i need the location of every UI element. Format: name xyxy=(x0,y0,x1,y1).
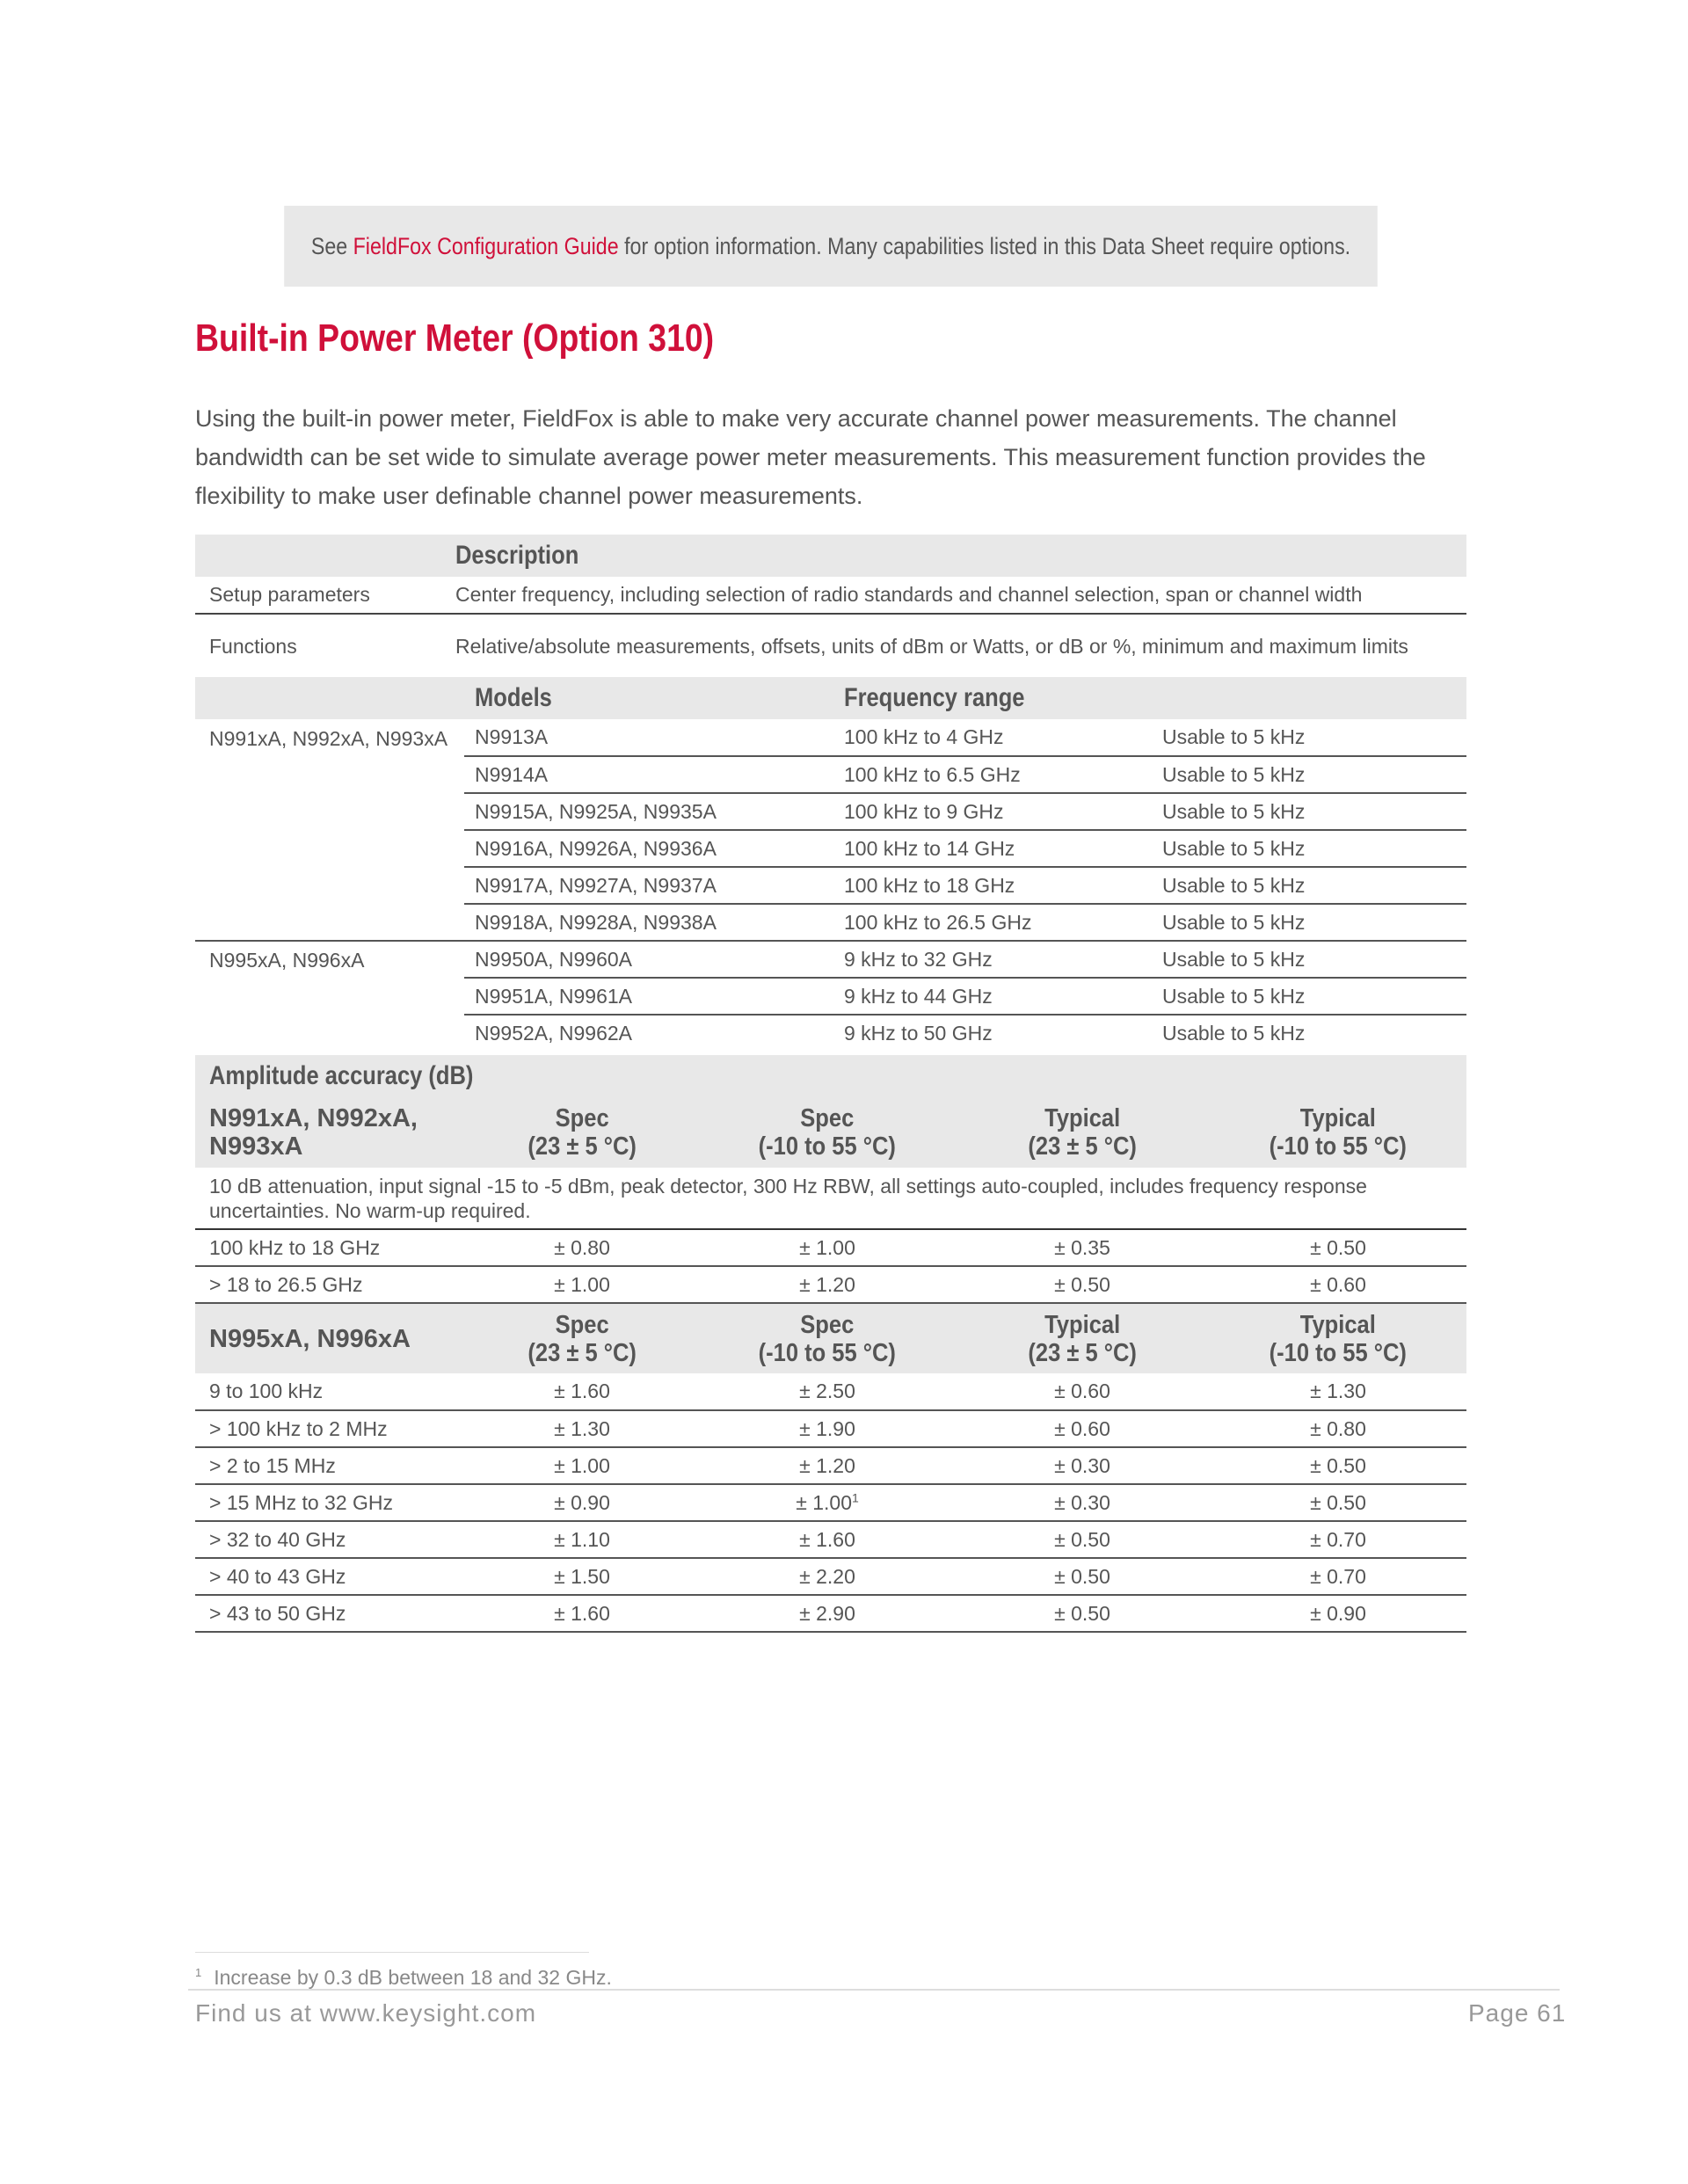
value-cell: ± 2.50 xyxy=(700,1373,955,1410)
model-family: N995xA, N996xA xyxy=(209,949,365,972)
value-cell: ± 1.50 xyxy=(464,1558,700,1595)
value-cell: ± 0.50 xyxy=(955,1521,1210,1558)
value-cell: ± 1.60 xyxy=(464,1595,700,1632)
value-cell: ± 0.70 xyxy=(1210,1521,1466,1558)
table-row xyxy=(195,941,1466,978)
value-cell: ± 0.50 xyxy=(955,1558,1210,1595)
usable-range: Usable to 5 kHz xyxy=(1162,1022,1306,1045)
page-number: Page 61 xyxy=(1468,1999,1567,2027)
value-cell: ± $1.00^1$ xyxy=(700,1484,955,1521)
value-cell: ± 1.00 xyxy=(464,1266,700,1303)
row-value: Relative/absolute measurements, offsets, units of dBm or Watts, or dB or %, minimum and maximum limits xyxy=(455,634,1408,658)
row-value: Center frequency, including selection of radio standards and channel selection, span or channel width xyxy=(441,577,1466,614)
model-name: N9951A, N9961A xyxy=(464,978,830,1015)
models-header-row xyxy=(195,677,1466,719)
table-row xyxy=(195,1266,1466,1303)
model-name: N9917A, N9927A, N9937A xyxy=(464,867,830,904)
value-cell: ± 0.60 xyxy=(955,1410,1210,1447)
range-label: > 32 to 40 GHz xyxy=(195,1521,464,1558)
usable-range: Usable to 5 kHz xyxy=(1148,904,1466,941)
options-banner xyxy=(284,206,1378,287)
value-cell: ± 0.30 xyxy=(955,1447,1210,1484)
model-name: N9916A, N9926A, N9936A xyxy=(464,830,830,867)
value-cell: ± 0.35 xyxy=(955,1229,1210,1266)
value-cell: ± 0.80 xyxy=(1210,1410,1466,1447)
range-label: 9 to 100 kHz xyxy=(195,1373,464,1410)
banner-prefix: See xyxy=(310,232,353,259)
range-label: > 100 kHz to 2 MHz xyxy=(195,1410,464,1447)
column-header: Typical (-10 to 55 °C) xyxy=(1210,1303,1466,1373)
footer-divider xyxy=(188,1989,1560,1991)
description-table xyxy=(195,535,1466,677)
value-cell: ± 0.70 xyxy=(1210,1558,1466,1595)
footnote-text: Increase by 0.3 dB between 18 and 32 GHz. xyxy=(214,1966,612,1989)
models-table xyxy=(195,677,1466,1052)
usable-range: Usable to 5 kHz xyxy=(1148,941,1466,978)
value-cell: ± 0.50 xyxy=(1210,1229,1466,1266)
frequency-header: Frequency range xyxy=(830,677,1148,719)
usable-range: Usable to 5 kHz xyxy=(1148,867,1466,904)
footnote-ref[interactable]: 1 xyxy=(851,1489,859,1504)
section-title: Built-in Power Meter (Option 310) xyxy=(195,317,715,360)
value-cell: ± 1.30 xyxy=(464,1410,700,1447)
banner-suffix: for option information. Many capabilities listed in this Data Sheet require options. xyxy=(618,232,1351,259)
table-row xyxy=(195,1484,1466,1521)
value-cell: ± 1.20 xyxy=(700,1447,955,1484)
frequency-range: 9 kHz to 44 GHz xyxy=(830,978,1148,1015)
range-label: > 18 to 26.5 GHz xyxy=(195,1266,464,1303)
footer-website-link[interactable]: Find us at www.keysight.com xyxy=(195,1999,537,2027)
value-cell: ± 1.00 xyxy=(464,1447,700,1484)
column-header: Spec (23 ± 5 °C) xyxy=(464,1303,700,1373)
range-label: 100 kHz to 18 GHz xyxy=(195,1229,464,1266)
conditions-note: 10 dB attenuation, input signal -15 to -5 dBm, peak detector, 300 Hz RBW, all settings auto-coupled, includes frequency response uncertainties. No warm-up required. xyxy=(195,1168,1466,1229)
column-header: Typical (23 ± 5 °C) xyxy=(955,1303,1210,1373)
usable-range: Usable to 5 kHz xyxy=(1148,756,1466,793)
frequency-range: 100 kHz to 26.5 GHz xyxy=(830,904,1148,941)
frequency-range: 100 kHz to 4 GHz xyxy=(830,719,1148,756)
frequency-range: 100 kHz to 9 GHz xyxy=(830,793,1148,830)
frequency-range: 100 kHz to 14 GHz xyxy=(830,830,1148,867)
value-cell: ± 1.30 xyxy=(1210,1373,1466,1410)
frequency-range: 100 kHz to 6.5 GHz xyxy=(830,756,1148,793)
table-row xyxy=(195,577,1466,614)
table-row xyxy=(195,1558,1466,1595)
value-cell: ± 0.50 xyxy=(1210,1447,1466,1484)
column-header: Spec (-10 to 55 °C) xyxy=(700,1303,955,1373)
footnote-mark: 1 xyxy=(195,1966,202,1980)
value-cell: ± 1.60 xyxy=(700,1521,955,1558)
frequency-range: 9 kHz to 50 GHz xyxy=(844,1022,993,1045)
model-name: N9952A, N9962A xyxy=(475,1022,633,1045)
model-name: N9914A xyxy=(464,756,830,793)
model-name: N9918A, N9928A, N9938A xyxy=(464,904,830,941)
range-label: > 43 to 50 GHz xyxy=(195,1595,464,1632)
frequency-range: 100 kHz to 18 GHz xyxy=(830,867,1148,904)
model-family: N991xA, N992xA, N993xA xyxy=(195,719,464,941)
model-name: N9915A, N9925A, N9935A xyxy=(464,793,830,830)
value-cell: ± 1.20 xyxy=(700,1266,955,1303)
usable-range: Usable to 5 kHz xyxy=(1148,793,1466,830)
intro-paragraph: Using the built-in power meter, FieldFox is able to make very accurate channel power measurements. The channel bandwidth can be set wide to simulate average power meter measurements. This measurement function provides the flexibility to make user definable channel power measurements. xyxy=(195,405,1426,509)
range-label: > 40 to 43 GHz xyxy=(195,1558,464,1595)
value-cell: ± 2.90 xyxy=(700,1595,955,1632)
table-row xyxy=(195,1410,1466,1447)
range-label: > 2 to 15 MHz xyxy=(195,1447,464,1484)
value-cell: ± 1.00 xyxy=(700,1229,955,1266)
value-cell: ± 1.90 xyxy=(700,1410,955,1447)
configuration-guide-link[interactable]: FieldFox Configuration Guide xyxy=(353,232,619,259)
value-cell: ± 0.50 xyxy=(1210,1484,1466,1521)
amplitude-accuracy-table xyxy=(195,1055,1466,1633)
frequency-range: 9 kHz to 32 GHz xyxy=(830,941,1148,978)
value-cell: ± 0.30 xyxy=(955,1484,1210,1521)
value-cell: ± 0.90 xyxy=(1210,1595,1466,1632)
table-row xyxy=(195,1447,1466,1484)
description-header-row xyxy=(195,535,1466,577)
column-header: Typical (23 ± 5 °C) xyxy=(955,1097,1210,1168)
footnote-divider xyxy=(195,1952,589,1953)
value-cell: ± 0.60 xyxy=(1210,1266,1466,1303)
usable-range: Usable to 5 kHz xyxy=(1148,719,1466,756)
table-row xyxy=(195,1373,1466,1410)
value-cell: ± 0.50 xyxy=(955,1595,1210,1632)
value-cell: ± 0.80 xyxy=(464,1229,700,1266)
table-row xyxy=(195,614,1466,677)
group-family: N995xA, N996xA xyxy=(195,1303,464,1373)
value-cell: ± 2.20 xyxy=(700,1558,955,1595)
model-name: N9913A xyxy=(464,719,830,756)
value-cell: ± 1.10 xyxy=(464,1521,700,1558)
usable-range: Usable to 5 kHz xyxy=(1148,830,1466,867)
column-header: Typical (-10 to 55 °C) xyxy=(1210,1097,1466,1168)
table-row xyxy=(195,719,1466,756)
value-cell: ± 0.50 xyxy=(955,1266,1210,1303)
group-header-row xyxy=(195,1097,1466,1168)
table-row xyxy=(195,1521,1466,1558)
model-name: N9950A, N9960A xyxy=(464,941,830,978)
range-label: > 15 MHz to 32 GHz xyxy=(195,1484,464,1521)
conditions-note-row xyxy=(195,1168,1466,1229)
usable-range: Usable to 5 kHz xyxy=(1148,978,1466,1015)
description-header: Description xyxy=(441,535,1466,577)
group-header-row xyxy=(195,1303,1466,1373)
group-family: N991xA, N992xA, N993xA xyxy=(195,1097,464,1168)
value-cell: ± 0.60 xyxy=(955,1373,1210,1410)
models-header: Models xyxy=(464,677,830,719)
column-header: Spec (-10 to 55 °C) xyxy=(700,1097,955,1168)
footnote xyxy=(195,1966,612,1990)
row-label: Setup parameters xyxy=(195,577,441,614)
amplitude-section-title: Amplitude accuracy (dB) xyxy=(195,1055,1466,1097)
value-cell: ± 0.90 xyxy=(464,1484,700,1521)
value-cell: ± 1.60 xyxy=(464,1373,700,1410)
column-header: Spec (23 ± 5 °C) xyxy=(464,1097,700,1168)
row-label: Functions xyxy=(209,634,297,658)
table-row xyxy=(195,1595,1466,1632)
table-row xyxy=(195,1229,1466,1266)
amplitude-section-header xyxy=(195,1055,1466,1097)
